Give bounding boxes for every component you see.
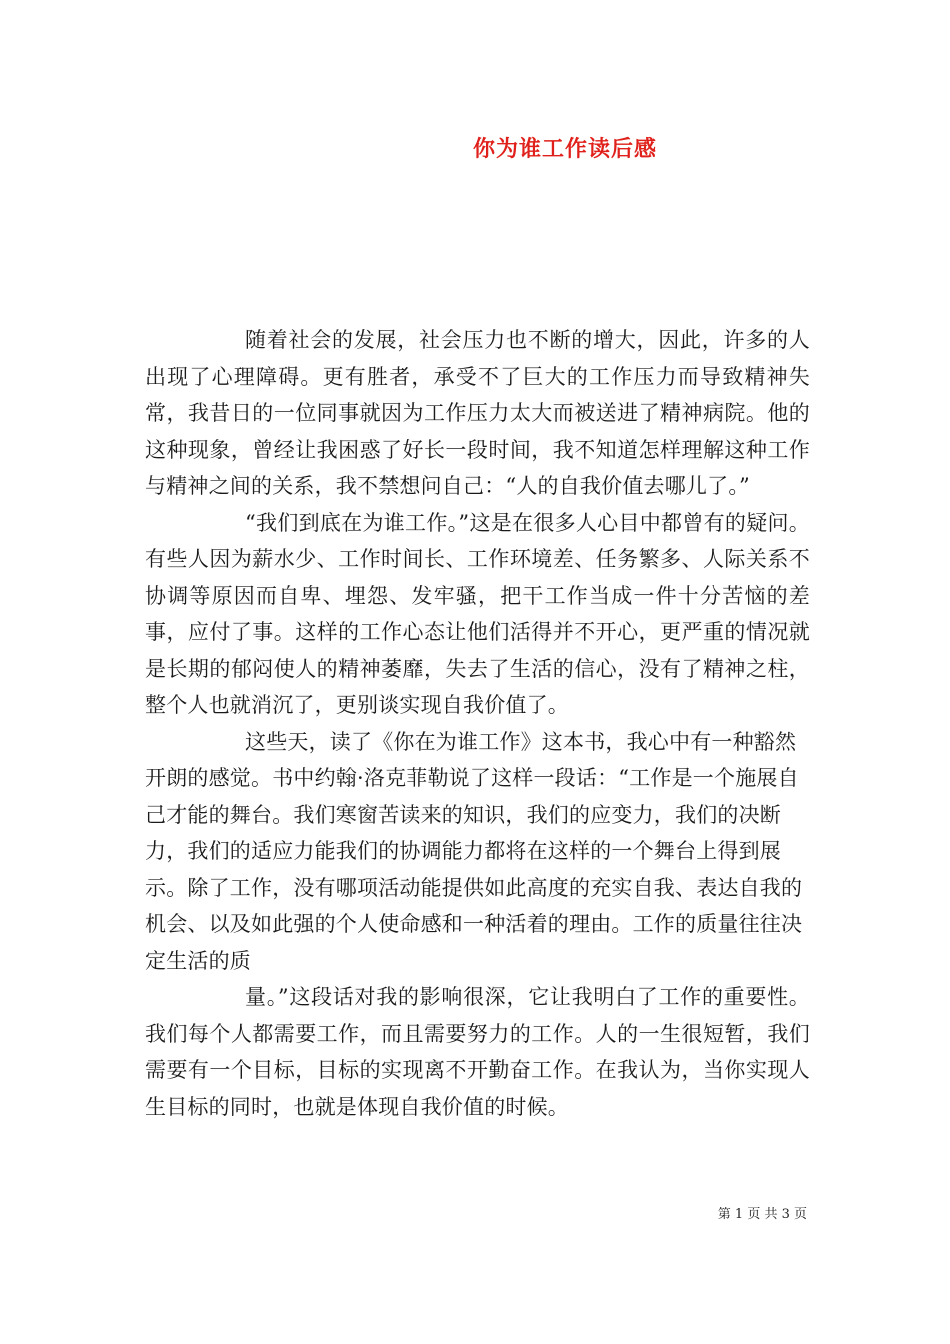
page-number-footer: 第 1 页 共 3 页	[717, 1207, 807, 1222]
paragraph-2: “我们到底在为谁工作。”这是在很多人心目中都曾有的疑问。有些人因为薪水少、工作时间长、工作环境差、任务繁多、人际关系不协调等原因而自卑、埋怨、发牢骚，把干工作当成一件十分苦恼的差事，应付了事。这样的工作心态让他们活得并不开心，更严重的情况就是长期的郁闷使人的精神萎靡，失去了生活的信心，没有了精神之柱，整个人也就消沉了，更别谈实现自我价值了。	[145, 510, 810, 717]
document-title: 你为谁工作读后感	[472, 136, 657, 162]
paragraph-1: 随着社会的发展，社会压力也不断的增大，因此，许多的人出现了心理障碍。更有胜者，承受不了巨大的工作压力而导致精神失常，我昔日的一位同事就因为工作压力太大而被送进了精神病院。他的这种现象，曾经让我困惑了好长一段时间，我不知道怎样理解这种工作与精神之间的关系，我不禁想问自己：“人的自我价值去哪儿了。”	[145, 328, 810, 498]
document-body	[145, 322, 810, 1125]
paragraph-4: 量。”这段话对我的影响很深，它让我明白了工作的重要性。我们每个人都需要工作，而且需要努力的工作。人的一生很短暂，我们需要有一个目标，目标的实现离不开勤奋工作。在我认为，当你实现人生目标的同时，也就是体现自我价值的时候。	[145, 985, 810, 1119]
paragraph-3: 这些天，读了《你在为谁工作》这本书，我心中有一种豁然开朗的感觉。书中约翰·洛克菲勒说了这样一段话：“工作是一个施展自己才能的舞台。我们寒窗苦读来的知识，我们的应变力，我们的决断力，我们的适应力能我们的协调能力都将在这样的一个舞台上得到展示。除了工作，没有哪项活动能提供如此高度的充实自我、表达自我的机会、以及如此强的个人使命感和一种活着的理由。工作的质量往往决定生活的质	[145, 729, 803, 973]
